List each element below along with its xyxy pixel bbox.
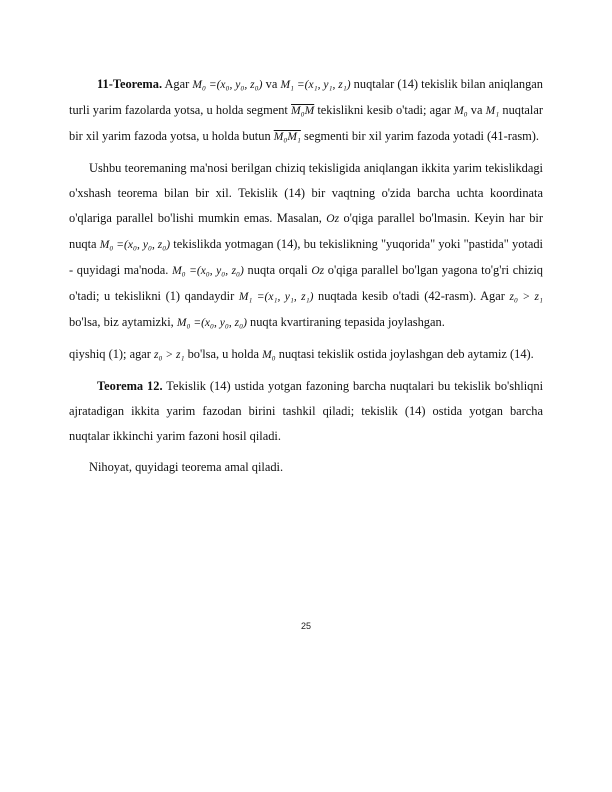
formula-m0: M₀ =(x₀, y₀, z₀) [176, 317, 247, 329]
theorem-12-title: Teorema 12. [97, 379, 163, 393]
formula-oz: Oz [326, 213, 340, 225]
text-run: o'qiga parallel bo'lgan yagona to'g'ri chiziq o'tadi; u tekislikni (1) qandaydir [69, 263, 543, 303]
text-run: Tekislik (14) ustida yotgan fazoning barcha nuqtalari bu tekislik bo'shliqni ajratadigan ikkita yarim fazodan birini tashkil qiladi; tekislik (14) ostida yotgan barcha nuqtalar ikkinchi yarim fazoni hosil qiladi. [69, 379, 544, 443]
text-run: va [467, 103, 486, 117]
theorem-11-paragraph [69, 72, 543, 150]
text-run: tekislikda yotmagan (14), bu tekislikning "yuqorida" yoki "pastida" yotadi - quyidagi ma'noda. [69, 237, 543, 277]
formula-m0-short: M₀ [262, 349, 276, 361]
formula-segment-m0m1: M₀M₁ [273, 131, 301, 143]
formula-m1-short: M₁ [485, 105, 500, 117]
formula-m1: M₁ =(x₁, y₁, z₁) [238, 291, 314, 303]
document-page [69, 72, 543, 480]
formula-oz: Oz [311, 265, 325, 277]
continuation-paragraph [69, 342, 543, 368]
text-run: bo'lsa, u holda [184, 347, 263, 361]
text-run: nuqtasi tekislik ostida joylashgan deb aytamiz (14). [275, 347, 534, 361]
text-run: nuqtalar bir xil yarim fazoda yotsa, u holda butun [69, 103, 543, 143]
page-number: 25 [300, 621, 311, 631]
text-run: segmenti bir xil yarim fazoda yotadi (41-rasm). [300, 129, 540, 143]
text-run: qiyshiq (1); agar [69, 347, 154, 361]
text-run: bo'lsa, biz aytamizki, [69, 315, 177, 329]
text-run: Agar [162, 77, 193, 91]
text-run: nuqtalar (14) tekislik bilan aniqlangan turli yarim fazolarda yotsa, u holda segment [69, 77, 544, 117]
formula-segment-m0m: M₀M [291, 105, 315, 117]
theorem-11-title: 11-Teorema. [97, 77, 163, 91]
formula-m0: M₀ =(x₀, y₀, z₀) [192, 79, 263, 91]
text-run: Nihoyat, quyidagi teorema amal qiladi. [89, 460, 284, 474]
closing-paragraph [69, 455, 543, 480]
text-run: Ushbu teoremaning ma'nosi berilgan chiziq tekisligida aniqlangan ikkita yarim tekislikdagi o'xshash teorema bilan bir xil. Tekislik (14) bir vaqtning o'zida barcha uchta koordinata o'qlariga parallel bo'lishi mumkin emas. Masalan, [69, 161, 543, 225]
formula-m1: M₁ =(x₁, y₁, z₁) [280, 79, 351, 91]
formula-m0: M₀ =(x₀, y₀, z₀) [172, 265, 244, 277]
theorem-12-paragraph [69, 374, 543, 449]
text-run: nuqta orqali [243, 263, 312, 277]
formula-m0: M₀ =(x₀, y₀, z₀) [99, 239, 171, 251]
text-run: tekislikni kesib o'tadi; agar [314, 103, 455, 117]
text-run: nuqta kvartiraning tepasida joylashgan. [246, 315, 445, 329]
formula-inequality: z₀ > z₁ [154, 349, 185, 361]
formula-m0-short: M₀ [454, 105, 468, 117]
text-run: o'qiga parallel bo'lmasin. Keyin har bir nuqta [69, 211, 543, 251]
explanation-paragraph [69, 156, 543, 336]
text-run: nuqtada kesib o'tadi (42-rasm). Agar [313, 289, 510, 303]
formula-inequality: z₀ > z₁ [509, 291, 543, 303]
text-run: va [262, 77, 281, 91]
